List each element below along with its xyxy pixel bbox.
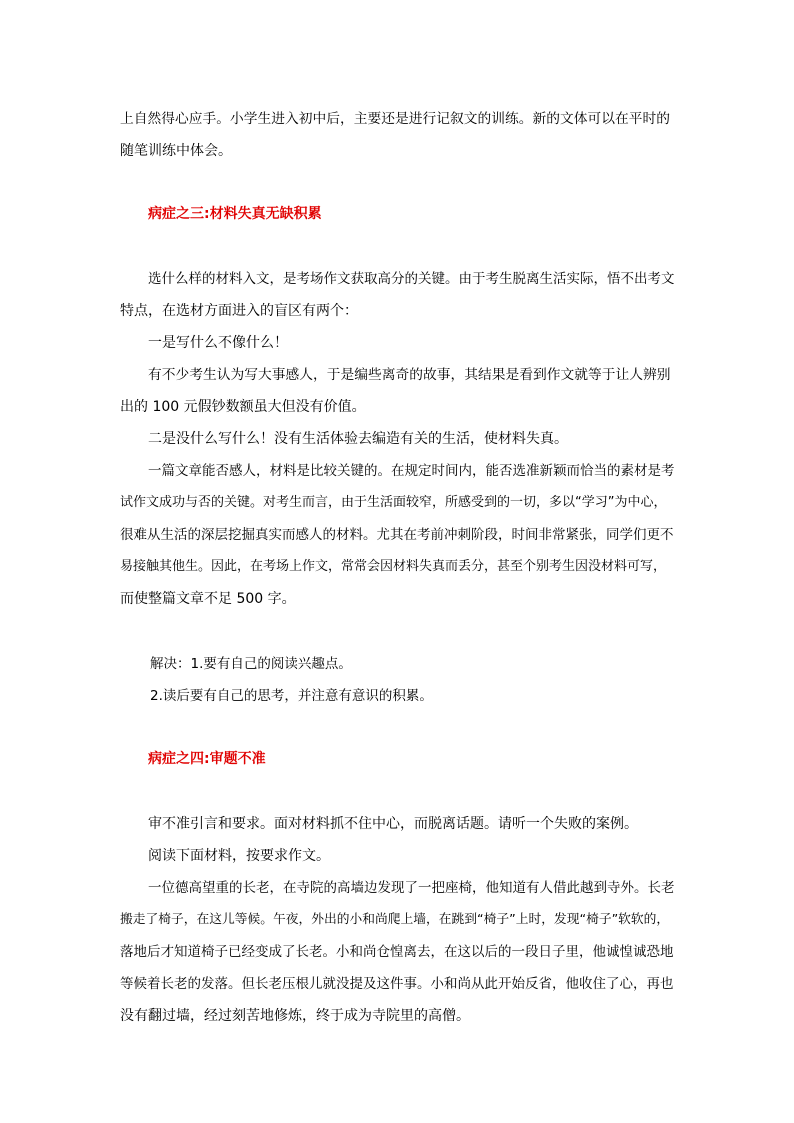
s3-p5-line-2: 试作文成功与否的关键。对考生而言，由于生活面较窄，所感受到的一切，多以“学习”为中心， <box>120 495 667 510</box>
s4-p3-line-5: 没有翻过墙，经过刻苦地修炼，终于成为寺院里的高僧。 <box>120 1008 470 1024</box>
s3-p3-line-2: 出的 100 元假钞数额虽大但没有价值。 <box>120 399 366 415</box>
s3-p5-line-4: 易接触其他生。因此，在考场上作文，常常会因材料失真而丢分，甚至个别考生因没材料可写， <box>120 559 667 574</box>
s3-p5-line-5: 而使整篇文章不足 500 字。 <box>120 591 296 607</box>
s4-p3-line-1: 一位德高望重的长老，在寺院的高墙边发现了一把座椅，他知道有人借此越到寺外。长老 <box>148 880 675 896</box>
intro-line-2: 随笔训练中体会。 <box>120 143 232 159</box>
s3-p4: 二是没什么写什么！没有生活体验去编造有关的生活，使材料失真。 <box>148 431 568 447</box>
s4-p1: 审不准引言和要求。面对材料抓不住中心，而脱离话题。请听一个失败的案例。 <box>148 816 638 832</box>
s3-solution-1: 解决：1.要有自己的阅读兴趣点。 <box>150 656 352 672</box>
s3-p3-line-1: 有不少考生认为写大事感人，于是编些离奇的故事，其结果是看到作文就等于让人辨别 <box>148 367 671 383</box>
s3-p2: 一是写什么不像什么！ <box>148 335 288 351</box>
s3-p5-line-1: 一篇文章能否感人，材料是比较关键的。在规定时间内，能否选准新颖而恰当的素材是考 <box>148 463 675 479</box>
section-3-heading: 病症之三:材料失真无缺积累 <box>148 206 322 222</box>
intro-line-1: 上自然得心应手。小学生进入初中后，主要还是进行记叙文的训练。新的文体可以在平时的 <box>120 111 671 127</box>
s4-p3-line-2: 搬走了椅子，在这儿等候。午夜，外出的小和尚爬上墙，在跳到“椅子”上时，发现“椅子”软软的， <box>120 912 670 927</box>
s4-p2: 阅读下面材料，按要求作文。 <box>148 848 330 864</box>
s3-p1-line-2: 特点，在选材方面进入的盲区有两个： <box>120 303 358 319</box>
s3-p1-line-1: 选什么样的材料入文，是考场作文获取高分的关键。由于考生脱离生活实际，悟不出考文 <box>148 271 675 287</box>
section-4-heading: 病症之四:审题不准 <box>148 751 266 767</box>
s4-p3-line-4: 等候着长老的发落。但长老压根儿就没提及这件事。小和尚从此开始反省，他收住了心，再也 <box>120 976 674 992</box>
s3-p5-line-3: 很难从生活的深层挖掘真实而感人的材料。尤其在考前冲刺阶段，时间非常紧张，同学们更不 <box>120 527 674 543</box>
s3-solution-2: 2.读后要有自己的思考，并注意有意识的积累。 <box>150 688 433 704</box>
s4-p3-line-3: 落地后才知道椅子已经变成了长老。小和尚仓惶离去，在这以后的一段日子里，他诚惶诚恐地 <box>120 944 674 960</box>
